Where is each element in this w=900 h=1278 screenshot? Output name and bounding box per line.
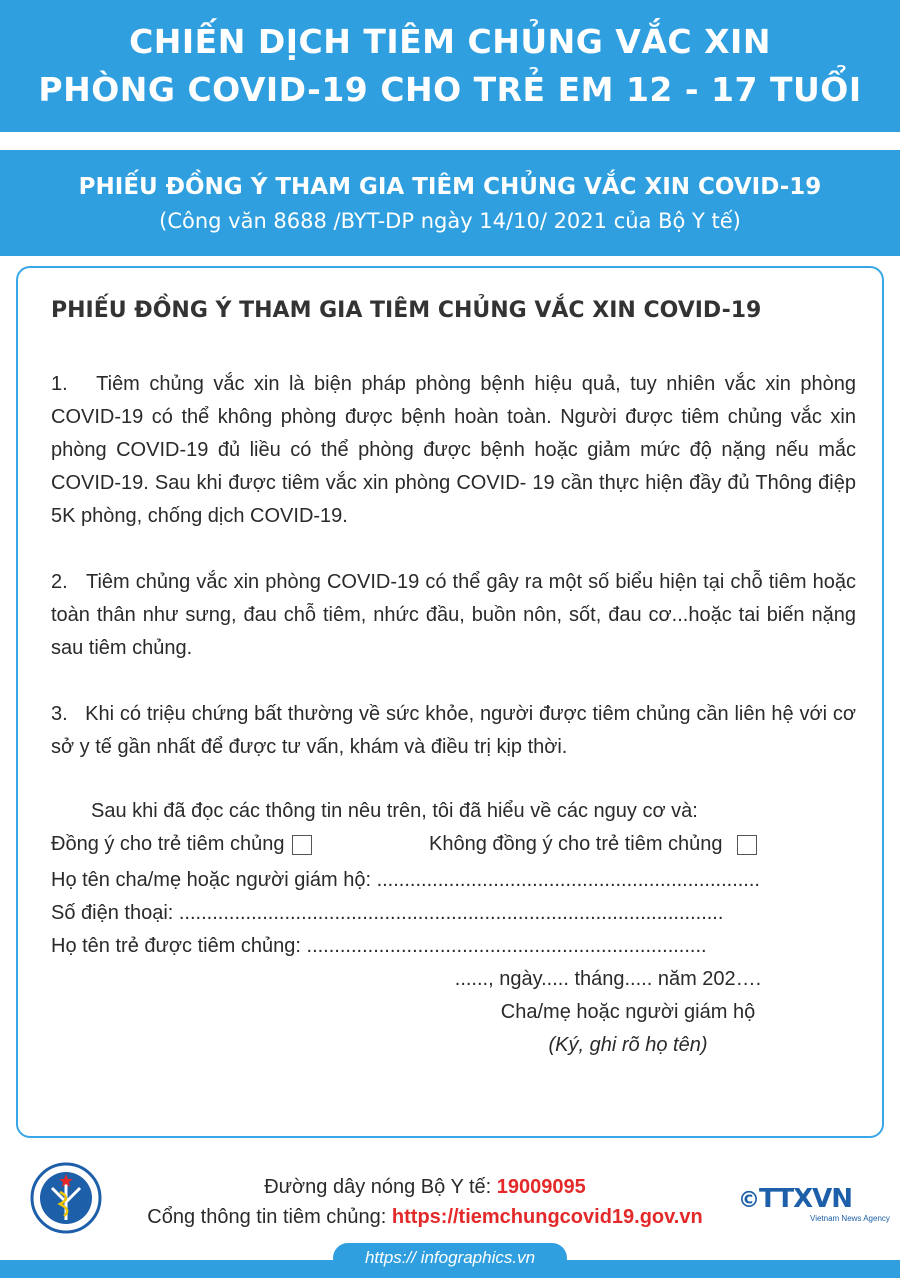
info-paragraph-1: 1. Tiêm chủng vắc xin là biện pháp phòng bệnh hiệu quả, tuy nhiên vắc xin phòng COVID-19 có thể không phòng được bệnh hoàn toàn. Người được tiêm chủng vắc xin phòng COVID-19 đủ liều có thể phòng được bệnh hoặc giảm mức độ nặng nếu mắc COVID-19. Sau khi được tiêm vắc xin phòng COVID- 19 cần thực hiện đầy đủ Thông điệp 5K phòng, chống dịch COVID-19. [51, 373, 856, 527]
hotline-number[interactable]: 19009095 [496, 1176, 586, 1198]
portal-label: Cổng thông tin tiêm chủng: [147, 1206, 392, 1228]
consent-yes-label: Đồng ý cho trẻ tiêm chủng [51, 833, 285, 855]
infographics-url[interactable]: https:// infographics.vn [333, 1243, 567, 1273]
info-paragraph-3: 3. Khi có triệu chứng bất thường về sức khỏe, người được tiêm chủng cần liên hệ với cơ sở y tế gần nhất để được tư vấn, khám và điều trị kịp thời. [51, 703, 856, 758]
footer-contacts [120, 1172, 730, 1232]
signature-note: (Ký, ghi rõ họ tên) [548, 1034, 708, 1056]
ttxvn-caption: Vietnam News Agency [810, 1214, 890, 1223]
consent-no-option[interactable] [429, 828, 757, 861]
campaign-title-line-1: CHIẾN DỊCH TIÊM CHỦNG VẮC XIN [129, 22, 771, 61]
campaign-title-line-2: PHÒNG COVID-19 CHO TRẺ EM 12 - 17 TUỔI [38, 70, 862, 109]
ttxvn-logo-text: TTXVN [759, 1184, 852, 1214]
guardian-name-field[interactable]: Họ tên cha/mẹ hoặc người giám hộ: ..................................................................... [51, 869, 760, 891]
consent-no-label: Không đồng ý cho trẻ tiêm chủng [429, 833, 723, 855]
ministry-of-health-logo [30, 1162, 102, 1234]
date-line[interactable]: ......, ngày..... tháng..... năm 202…. [454, 968, 762, 990]
consent-options [51, 828, 831, 861]
signer-role: Cha/mẹ hoặc người giám hộ [500, 1001, 756, 1023]
consent-form-card [16, 266, 884, 1138]
child-name-field[interactable]: Họ tên trẻ được tiêm chủng: ........................................................................ [51, 935, 707, 957]
campaign-banner [0, 0, 900, 132]
portal-line [120, 1202, 730, 1232]
form-subheader [0, 150, 900, 256]
consent-yes-option[interactable] [51, 828, 312, 861]
caduceus-icon [30, 1162, 102, 1234]
copyright-icon: © [738, 1188, 759, 1213]
acknowledgement-text: Sau khi đã đọc các thông tin nêu trên, tôi đã hiểu về các nguy cơ và: [91, 800, 698, 822]
ttxvn-logo [738, 1184, 890, 1226]
portal-link[interactable]: https://tiemchungcovid19.gov.vn [391, 1206, 703, 1228]
phone-field[interactable]: Số điện thoại: .................................................................................................. [51, 902, 724, 924]
subheader-reference: (Công văn 8688 /BYT-DP ngày 14/10/ 2021 của Bộ Y tế) [159, 209, 741, 233]
consent-yes-checkbox[interactable] [292, 835, 312, 855]
consent-no-checkbox[interactable] [737, 835, 757, 855]
info-paragraph-2: 2. Tiêm chủng vắc xin phòng COVID-19 có thể gây ra một số biểu hiện tại chỗ tiêm hoặc toàn thân như sưng, đau chỗ tiêm, nhức đầu, buồn nôn, sốt, đau cơ...hoặc tai biến nặng sau tiêm chủng. [51, 571, 856, 659]
subheader-title: PHIẾU ĐỒNG Ý THAM GIA TIÊM CHỦNG VẮC XIN COVID-19 [78, 174, 822, 200]
hotline-line [120, 1172, 730, 1202]
form-title: PHIẾU ĐỒNG Ý THAM GIA TIÊM CHỦNG VẮC XIN COVID-19 [51, 298, 762, 323]
hotline-label: Đường dây nóng Bộ Y tế: [264, 1176, 497, 1198]
